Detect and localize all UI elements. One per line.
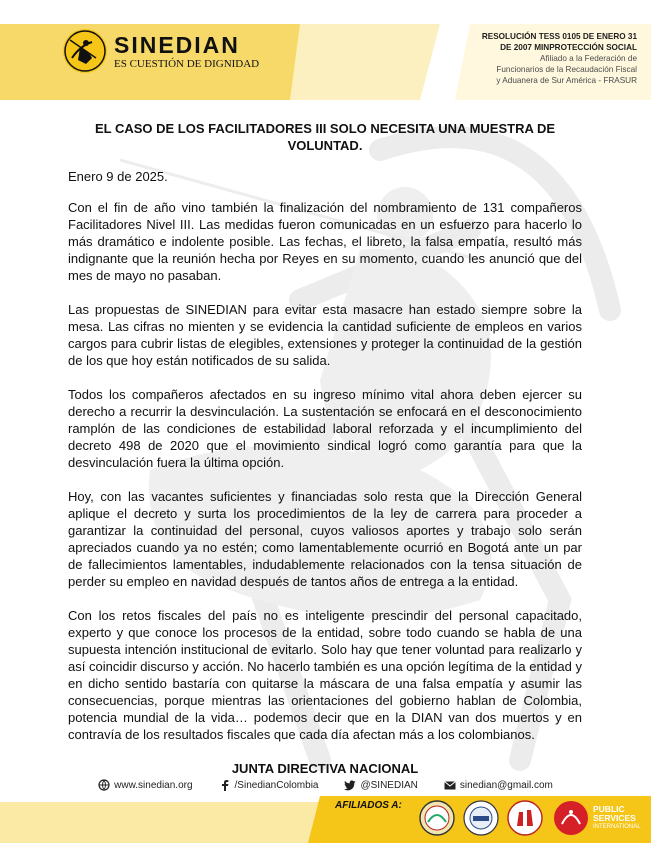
psi-line1: PUBLIC	[593, 803, 625, 814]
twitter-link[interactable]	[344, 779, 417, 791]
website-link[interactable]	[98, 779, 192, 791]
paragraph: Todos los compañeros afectados en su ingreso mínimo vital ahora deben ejercer su derecho a recurrir la desvinculación. La sustentación se enfocará en el desconocimiento ramplón de las condiciones de estabilidad laboral reforzada y el incumplimiento del decreto 498 de 2020 que el movimiento sindical logró como garantía para que la desvinculación fuera la última opción.	[68, 387, 582, 470]
union-federation-logo-icon	[506, 798, 544, 838]
public-services-international	[552, 798, 641, 838]
email-text: sinedian@gmail.com	[459, 779, 553, 791]
paragraph: Con el fin de año vino también la finalización del nombramiento de 131 compañeros Facilitadores Nivel III. Las medidas fueron comunicadas en un esfuerzo para hacerlo lo más dramático e indolente posible. Las fechas, el libreto, la falsa empatía, resultó más indignante que la reunión hecha por Reyes en su momento, cuando les anunció que del mes de mayo no pasaban.	[68, 200, 582, 283]
footer-contacts	[0, 775, 651, 795]
signature: JUNTA DIRECTIVA NACIONAL	[231, 761, 419, 776]
website-text: www.sinedian.org	[114, 779, 193, 791]
facebook-icon	[219, 779, 231, 791]
facebook-link[interactable]	[219, 779, 319, 791]
sinedian-logo	[62, 28, 259, 74]
resolution-line2: DE 2007 MINPROTECCIÓN SOCIAL	[500, 43, 637, 52]
resolution-block	[437, 31, 637, 86]
email-link[interactable]	[444, 779, 553, 791]
psi-line3: INTERNATIONAL	[593, 823, 641, 830]
envelope-icon	[444, 779, 456, 791]
document-date: Enero 9 de 2025.	[68, 169, 168, 184]
affiliate-logos	[418, 798, 641, 838]
paragraph: Con los retos fiscales del país no es inteligente prescindir del personal capacitado, experto y que conoce los procesos de la entidad, sobre todo cuando se habla de una supuesta intención institucional de evitarlo. Solo hay que tener voluntad para realizarlo y así coincidir discurso y acción. No hacerlo también es una opción legítima de la entidad y en dicho sentido bastaría con quitarse la máscara de una falsa empatía y asumir las consecuencias, porque mientras las orientaciones del gobierno hablan de Colombia, potencia mundial de la vida… podemos decir que en la DIAN van dos muertos y en contravía de los resultados fiscales que cada día afectan más a los colombianos.	[68, 608, 582, 742]
psi-logo-icon	[552, 798, 590, 838]
logo-tagline: ES CUESTIÓN DE DIGNIDAD	[114, 57, 260, 70]
twitter-icon	[344, 779, 356, 791]
frasur-logo-icon	[462, 798, 500, 838]
cut-union-logo-icon	[418, 798, 456, 838]
afiliados-label: AFILIADOS A:	[335, 800, 402, 811]
affiliation-line1: Afiliado a la Federación de	[540, 54, 637, 63]
twitter-text: @SINEDIAN	[360, 779, 418, 791]
letter-body	[68, 120, 582, 777]
affiliation-line3: y Aduanera de Sur América - FRASUR	[496, 76, 637, 85]
paragraph: Las propuestas de SINEDIAN para evitar esta masacre han estado siempre sobre la mesa. Las cifras no mienten y se evidencia la cantidad suficiente de empleos en varios cargos para cubrir listas de elegibles, extensiones y proteger la continuidad de la gestión de los que hoy están notificados de su salida.	[68, 302, 582, 368]
facebook-text: /SinedianColombia	[234, 779, 319, 791]
psi-line2: SERVICES	[593, 812, 636, 823]
resolution-line1: RESOLUCIÓN TESS 0105 DE ENERO 31	[481, 32, 637, 41]
archer-logo-icon	[62, 28, 108, 74]
logo-name: SINEDIAN	[114, 31, 240, 58]
affiliation-line2: Funcionarios de la Recaudación Fiscal	[496, 65, 637, 74]
globe-icon	[98, 779, 110, 791]
paragraph: Hoy, con las vacantes suficientes y financiadas solo resta que la Dirección General aplique el decreto y surta los procedimientos de la ley de carrera para proceder a garantizar la continuidad del personal, cuyos valiosos aportes y trabajo solo serán apreciados cuando ya no estén; como lamentablemente ocurrió en Bogotá ante un par de fallecimientos lamentables, indudablemente relacionados con la tensa situación de perder su empleo en navidad después de tantos años de entrega a la entidad.	[68, 489, 582, 589]
document-title: EL CASO DE LOS FACILITADORES III SOLO NECESITA UNA MUESTRA DE VOLUNTAD.	[94, 121, 556, 153]
